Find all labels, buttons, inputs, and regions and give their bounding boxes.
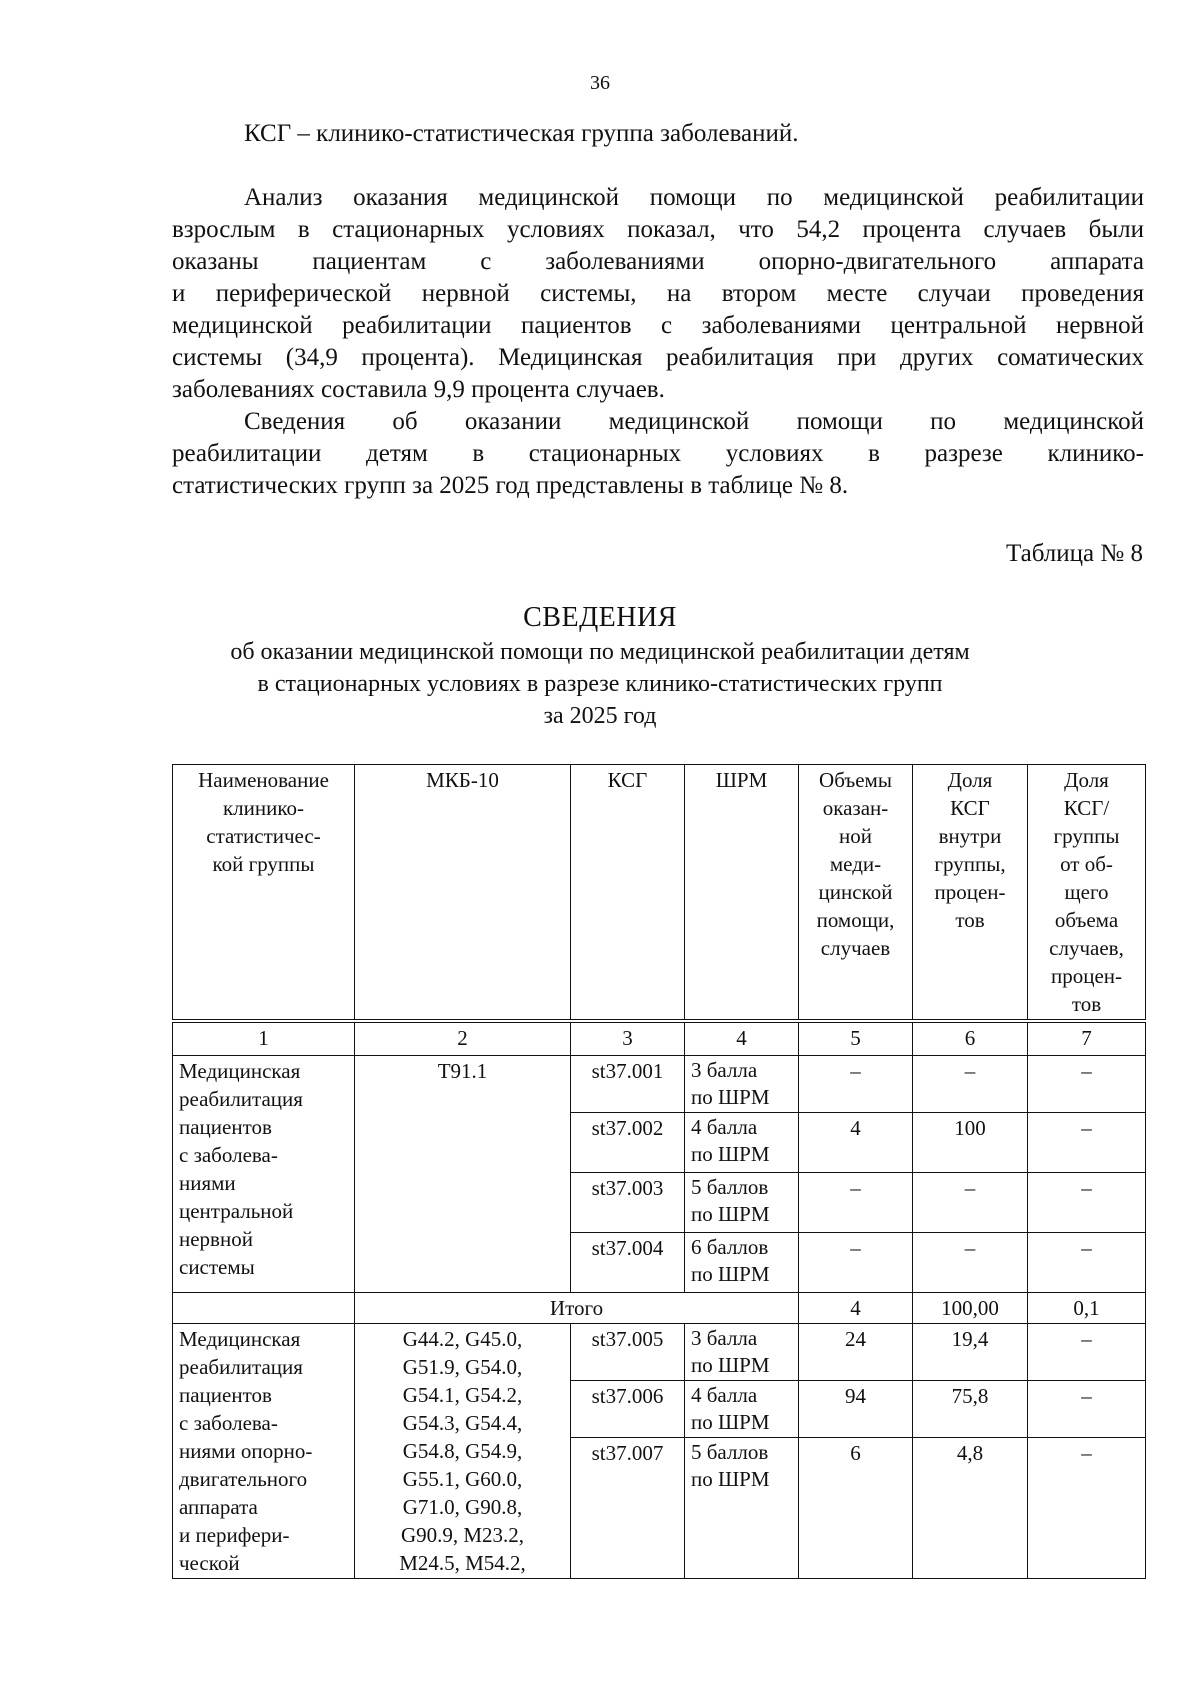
- ksg-code: st37.005: [571, 1324, 685, 1381]
- column-number: 4: [685, 1021, 799, 1056]
- shrm-score: 5 баллов по ШРМ: [685, 1438, 799, 1579]
- volume-cell: –: [799, 1173, 913, 1233]
- mkb-codes-cns: Т91.1: [355, 1056, 571, 1293]
- column-number: 1: [173, 1021, 355, 1056]
- shrm-score: 6 баллов по ШРМ: [685, 1233, 799, 1293]
- table-label: Таблица № 8: [1005, 540, 1143, 567]
- share-cell: –: [913, 1056, 1028, 1113]
- volume-cell: –: [799, 1056, 913, 1113]
- share-cell: 75,8: [913, 1381, 1028, 1438]
- total-share-cell: –: [1028, 1056, 1146, 1113]
- ksg-code: st37.001: [571, 1056, 685, 1113]
- header-ksg: КСГ: [571, 765, 685, 1022]
- ksg-code: st37.007: [571, 1438, 685, 1579]
- mkb-codes-musculoskeletal: G44.2, G45.0, G51.9, G54.0, G54.1, G54.2, G54.3, G54.4, G54.8, G54.9, G55.1, G60.0, G71.0, G90.8, G90.9, M23.2, M24.5, M54.2,: [355, 1324, 571, 1579]
- total-share: 100,00: [913, 1293, 1028, 1324]
- shrm-score: 5 баллов по ШРМ: [685, 1173, 799, 1233]
- total-row: [173, 1293, 1146, 1324]
- abbreviation-note: КСГ – клинико-статистическая группа заболеваний.: [244, 120, 799, 147]
- rehabilitation-table: [172, 764, 1146, 1579]
- share-cell: 19,4: [913, 1324, 1028, 1381]
- volume-cell: 4: [799, 1113, 913, 1173]
- paragraph-adult-analysis: Анализ оказания медицинской помощи по медицинской реабилитации взрослым в стационарных условиях показал, что 54,2 процента случаев были оказаны пациентам с заболеваниями опорно-двигательного аппарата и периферической нервной системы, на втором месте случаи проведения медицинской реабилитации пациентов с заболеваниями центральной нервной системы (34,9 процента). Медицинская реабилитация при других соматических заболеваниях составила 9,9 процента случаев.: [172, 184, 1144, 403]
- table-row: [173, 1056, 1146, 1113]
- total-share-cell: –: [1028, 1381, 1146, 1438]
- header-mkb10: МКБ-10: [355, 765, 571, 1022]
- total-volume: 4: [799, 1293, 913, 1324]
- header-volume: Объемы оказан- ной меди- цинской помощи, случаев: [799, 765, 913, 1022]
- table-subtitle-line-1: об оказании медицинской помощи по медицинской реабилитации детям: [230, 639, 970, 665]
- volume-cell: –: [799, 1233, 913, 1293]
- share-cell: –: [913, 1233, 1028, 1293]
- header-share-of-total: Доля КСГ/ группы от об- щего объема случаев, процен- тов: [1028, 765, 1146, 1022]
- column-number: 7: [1028, 1021, 1146, 1056]
- total-share-cell: –: [1028, 1438, 1146, 1579]
- header-group-name: Наименование клинико- статистичес- кой группы: [173, 765, 355, 1022]
- share-cell: 4,8: [913, 1438, 1028, 1579]
- total-share-cell: –: [1028, 1324, 1146, 1381]
- volume-cell: 94: [799, 1381, 913, 1438]
- total-share-cell: –: [1028, 1233, 1146, 1293]
- total-share-of-all: 0,1: [1028, 1293, 1146, 1324]
- table-header-row: [173, 765, 1146, 1022]
- total-share-cell: –: [1028, 1173, 1146, 1233]
- ksg-code: st37.004: [571, 1233, 685, 1293]
- column-number: 2: [355, 1021, 571, 1056]
- table-subtitle-line-3: за 2025 год: [543, 703, 657, 729]
- paragraph-children-intro: Сведения об оказании медицинской помощи по медицинской реабилитации детям в стационарных условиях в разрезе клинико- статистических групп за 2025 год представлены в таблице № 8.: [172, 408, 1144, 499]
- shrm-score: 4 балла по ШРМ: [685, 1381, 799, 1438]
- column-number: 6: [913, 1021, 1028, 1056]
- table-row: [173, 1324, 1146, 1381]
- page-number: 36: [590, 72, 610, 94]
- volume-cell: 6: [799, 1438, 913, 1579]
- share-cell: 100: [913, 1113, 1028, 1173]
- total-label: Итого: [355, 1293, 799, 1324]
- table-title: СВЕДЕНИЯ: [523, 602, 677, 633]
- ksg-code: st37.003: [571, 1173, 685, 1233]
- column-number-row: [173, 1021, 1146, 1056]
- ksg-code: st37.002: [571, 1113, 685, 1173]
- header-share-within-group: Доля КСГ внутри группы, процен- тов: [913, 765, 1028, 1022]
- total-share-cell: –: [1028, 1113, 1146, 1173]
- table-subtitle-line-2: в стационарных условиях в разрезе клинико-статистических групп: [257, 671, 943, 697]
- ksg-code: st37.006: [571, 1381, 685, 1438]
- shrm-score: 3 балла по ШРМ: [685, 1056, 799, 1113]
- shrm-score: 4 балла по ШРМ: [685, 1113, 799, 1173]
- total-row-blank: [173, 1293, 355, 1324]
- volume-cell: 24: [799, 1324, 913, 1381]
- header-shrm: ШРМ: [685, 765, 799, 1022]
- group-name-musculoskeletal: Медицинская реабилитация пациентов с заболева- ниями опорно- двигательного аппарата и перифери- ческой: [173, 1324, 355, 1579]
- group-name-cns: Медицинская реабилитация пациентов с заболева- ниями центральной нервной системы: [173, 1056, 355, 1293]
- shrm-score: 3 балла по ШРМ: [685, 1324, 799, 1381]
- column-number: 3: [571, 1021, 685, 1056]
- share-cell: –: [913, 1173, 1028, 1233]
- column-number: 5: [799, 1021, 913, 1056]
